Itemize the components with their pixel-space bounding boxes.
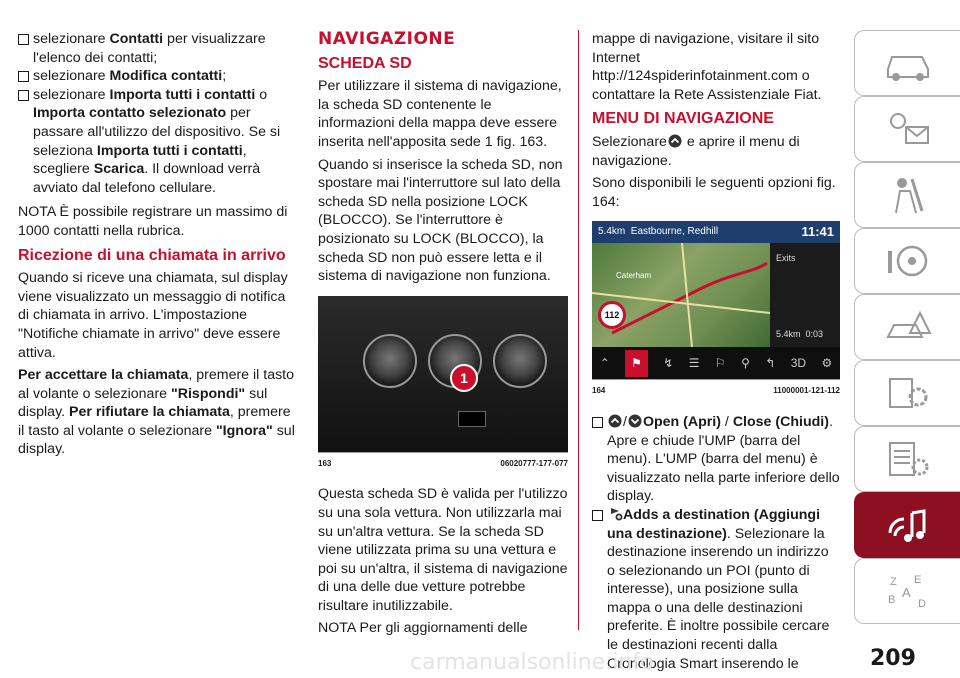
list-item: selezionare Modifica contatti;: [18, 67, 296, 86]
flag-icon: ⚐: [714, 356, 726, 371]
view-3d-icon: 3D: [790, 356, 807, 371]
figure-code: 11000001-121-112: [773, 386, 840, 396]
add-destination-icon: [607, 507, 623, 521]
column-1: [18, 30, 296, 463]
paragraph: mappe di navigazione, visitare il sito Internet http://124spiderinfotainment.com o contattare la Rete Assistenziale Fiat.: [592, 31, 822, 103]
note-text: NOTA È possibile registrare un massimo di 1000 contatti nella rubrica.: [18, 204, 288, 239]
turn-icon: ↰: [765, 356, 776, 371]
nav-side-panel: Exits 5.4km 0:03: [770, 243, 840, 347]
page-number: 209: [870, 646, 916, 671]
route-icon: ↯: [663, 356, 674, 371]
column-3: [592, 30, 840, 673]
paragraph: Selezionare e aprire il menu di navigazione.: [592, 133, 800, 169]
bullet-box-icon: [592, 417, 603, 428]
paragraph: Quando si inserisce la scheda SD, non spostare mai l'interruttore sul lato della scheda SD nella posizione LOCK (BLOCCO). Se l'interruttore è posizionato su LOCK (BLOCCO), la scheda SD non può essere letta e il sistema di navigazione non funziona.: [318, 156, 563, 285]
control-knob: [363, 334, 417, 388]
tab-technical-data[interactable]: [854, 426, 960, 492]
settings-icon: ⚙: [821, 356, 833, 371]
chevron-up-icon: [667, 134, 683, 148]
list-item: Adds a destination (Aggiungi una destinazione). Selezionare la destinazione inserendo un indirizzo o selezionando un POI (punto di interesse), una posizione sulla mappa o una delle destinazioni preferite. È inoltre possibile cercare le destinazioni recenti dalla Cronologia Smart inserendo le: [592, 506, 840, 673]
light-envelope-icon: [882, 107, 934, 151]
list-item: selezionare Contatti per visualizzare l'elenco dei contatti;: [18, 30, 296, 67]
figure-code: 06020777-177-077: [500, 458, 568, 468]
paragraph: Questa scheda SD è valida per l'utilizzo su una sola vettura. Non utilizzarla mai su un'altra vettura. Se la scheda SD viene utilizzata prima su una vettura e poi su un'altra, il sistema di navigazione di una delle due vetture potrebbe risultare inutilizzabile.: [318, 486, 568, 614]
clock: 11:41: [801, 224, 834, 240]
svg-text:A: A: [901, 585, 911, 600]
chevron-up-icon: ⌃: [599, 356, 610, 371]
sd-card-slot: [458, 411, 486, 427]
figure-164-image: [592, 221, 840, 379]
specs-sheet-icon: [882, 437, 934, 481]
chapter-tabs: [854, 30, 960, 624]
column-divider: [578, 30, 579, 630]
figure-number: 164: [592, 386, 606, 396]
destination-icon: ⚑: [625, 350, 648, 377]
tab-index[interactable]: [854, 558, 960, 624]
breakdown-icon: [882, 305, 934, 349]
figure-163-image: [318, 296, 568, 452]
steering-wheel-icon: [882, 239, 934, 283]
tab-starting-driving[interactable]: [854, 228, 960, 294]
nav-menu-bar: [592, 347, 840, 379]
service-gear-icon: [882, 371, 934, 415]
page-title: NAVIGAZIONE: [318, 29, 456, 49]
list-item: / Open (Apri) / Close (Chiudi). Apre e chiude l'UMP (barra del menu). L'UMP (barra del menu) è visualizzato nella parte inferiore dello display.: [592, 413, 840, 506]
callout-marker: 1: [450, 364, 478, 392]
section-heading: MENU DI NAVIGAZIONE: [592, 110, 774, 128]
bullet-box-icon: [592, 510, 603, 521]
route-line: [592, 243, 770, 347]
paragraph: Sono disponibili le seguenti opzioni fig. 164:: [592, 175, 836, 210]
figure-caption: [318, 452, 568, 474]
bullet-box-icon: [18, 90, 29, 101]
chevron-down-icon: [627, 414, 643, 428]
music-wireless-icon: [882, 503, 934, 547]
tab-multimedia[interactable]: [854, 492, 960, 558]
figure-number: 163: [318, 458, 332, 468]
paragraph: Quando si riceve una chiamata, sul display viene visualizzato un messaggio di notifica di chiamata in arrivo. L'impostazione "Notifiche chiamate in arrivo" deve essere attiva.: [18, 270, 288, 361]
svg-text:D: D: [917, 598, 926, 610]
nav-top-bar: 5.4km Eastbourne, Redhill 11:41: [592, 221, 840, 243]
figure-caption: [592, 379, 840, 401]
bullet-box-icon: [18, 34, 29, 45]
navigation-map: Caterham: [592, 243, 770, 347]
paragraph: Per accettare la chiamata, premere il tasto al volante o selezionare "Rispondi" sul display. Per rifiutare la chiamata, premere il tasto al volante o selezionare "Ignora" sul display.: [18, 367, 295, 458]
seatbelt-icon: [882, 173, 934, 217]
svg-text:B: B: [887, 594, 895, 606]
bullet-box-icon: [18, 71, 29, 82]
section-heading: Ricezione di una chiamata in arrivo: [18, 246, 286, 264]
tab-safety[interactable]: [854, 162, 960, 228]
svg-text:E: E: [913, 574, 921, 586]
tab-vehicle[interactable]: [854, 30, 960, 96]
car-icon: [882, 41, 934, 85]
control-knob: [493, 334, 547, 388]
paragraph: NOTA Per gli aggiornamenti delle: [318, 620, 528, 637]
chevron-up-icon: [607, 414, 623, 428]
tab-maintenance[interactable]: [854, 360, 960, 426]
list-item: selezionare Importa tutti i contatti o Importa contatto selezionato per passare all'utilizzo del dispositivo. Se si seleziona Importa tutti i contatti, scegliere Scarica. Il download verrà avviato dal telefono cellulare.: [18, 86, 296, 198]
svg-text:Z: Z: [889, 576, 897, 588]
tab-dashboard[interactable]: [854, 96, 960, 162]
list-icon: ☰: [688, 356, 700, 371]
paragraph: Per utilizzare il sistema di navigazione, la scheda SD contenente le informazioni della mappa deve essere inserita nell'apposita sede 1 fig. 163.: [318, 78, 562, 150]
section-heading: SCHEDA SD: [318, 54, 412, 72]
column-2: [318, 30, 568, 642]
poi-icon: ⚲: [741, 356, 750, 371]
tab-emergency[interactable]: [854, 294, 960, 360]
watermark: carmanualsonline.info: [410, 650, 654, 675]
alphabet-index-icon: [882, 569, 934, 613]
speed-limit-sign: 112: [598, 301, 626, 329]
